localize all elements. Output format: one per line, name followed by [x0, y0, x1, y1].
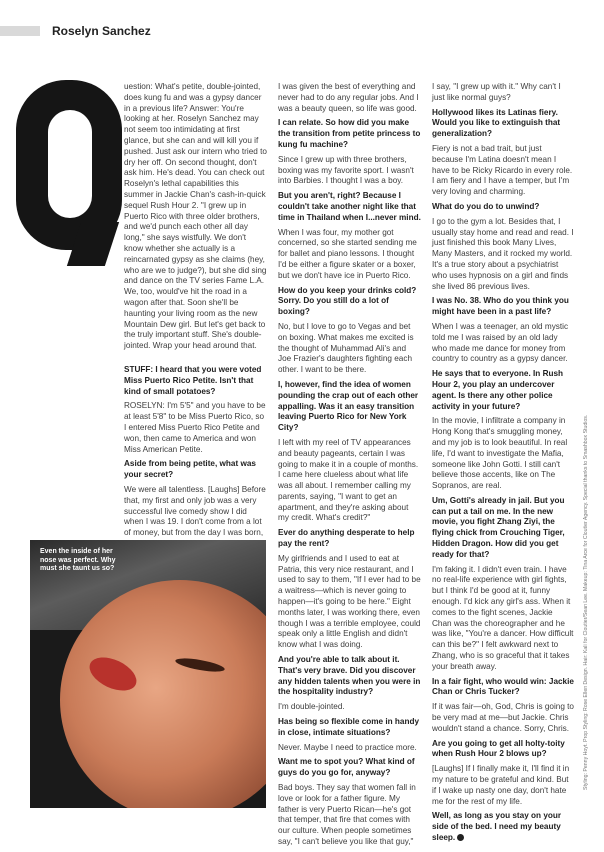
interview-question: Want me to spot you? What kind of guys do you go for, anyway?	[278, 757, 415, 778]
interview-question: Hollywood likes its Latinas fiery. Would you like to extinguish that generalization?	[432, 107, 561, 139]
interview-question: He says that to everyone. In Rush Hour 2, you play an undercover agent. Is there any other police activity in your future?	[432, 369, 564, 411]
end-mark-icon	[457, 834, 464, 841]
interview-answer: I'm faking it. I didn't even train. I have no real-life experience with girl fights, but I think I'd be good at it, funny enough. I'd kick any girl's ass. When it comes to the fight scenes, Jackie Chan was the choreographer and he was like, "You're a dancer. How difficult can this be?" I felt awkward next to Zhang, who is so graceful that it takes your breath away.	[432, 564, 574, 671]
interview-question: Um, Gotti's already in jail. But you can put a tail on me. In the new movie, you fight Zhang Ziyi, the flying chick from Crouching Tiger, Hidden Dragon. How did you get ready for that?	[432, 495, 565, 559]
column-2-qa	[278, 82, 421, 852]
interview-answer: We were all talentless. [Laughs] Before that, my first and only job was a very successful live comedy show I did when I was 19. I don't come from a lot of money, but from the day I was born,	[124, 484, 266, 538]
interview-answer: ROSELYN: I'm 5'5" and you have to be at least 5'8" to be Miss Puerto Rico, so I entered Miss Puerto Rico Petite and won, then came to America and won Miss American Petite.	[124, 401, 266, 454]
celebrity-name: Roselyn Sanchez	[52, 24, 151, 38]
interview-answer: I say, "I grew up with it." Why can't I just like normal guys?	[432, 82, 561, 102]
interview-question: What do you do to unwind?	[432, 201, 540, 211]
interview-question: How do you keep your drinks cold? Sorry. Do you still do a lot of boxing?	[278, 285, 417, 317]
interview-answer: When I was a teenager, an old mystic told me I was raised by an old lady who made me dance for money from country to country as a gypsy dancer.	[432, 321, 569, 364]
interview-answer: uestion: What's petite, double-jointed, does kung fu and was a gypsy dancer in a previous life? Answer: You're looking at her. Roselyn Sanchez may not seem too intimidating at first glance, but she can and will kill you if pushed. Just ask our intern who tried to dry her off. On second thought, don't ask him. He's dead. You can check out Roselyn's lethal capabilities this summer in Jackie Chan's cash-in-quick sequel Rush Hour 2. "I grew up in Puerto Rico with three older brothers, and we'd punch each other all day long," she says wistfully. We don't know whether she actually is a reincarnated gypsy as she claims (hey, who are we to judge?), but she did sing and dance on the TV series Fame L.A. We, too, would've hit the road in a wagon after that. Soon she'll be haunting your living room as the new Mountain Dew girl. But let's get back to the truly important stuff. She's double-jointed. Wrap your head around that.	[124, 82, 267, 351]
interview-answer: If it was fair—oh, God, Chris is going to be very mad at me—but Jackie. Chris wouldn't stand a chance. Sorry, Chris.	[432, 702, 574, 733]
interview-question: I, however, find the idea of women pounding the crap out of each other appalling. Was it an easy transition leaving Puerto Rico for New York City?	[278, 379, 419, 433]
interview-answer: I was given the best of everything and never had to do any regular jobs. And I was a beauty queen, so life was good.	[278, 82, 419, 113]
interview-answer: When I was four, my mother got concerned, so she started sending me for ballet and piano lessons. I thought I'd be either a figure skater or a boxer, but we don't have ice in Puerto Rico.	[278, 227, 417, 280]
photo-credits	[583, 414, 592, 790]
credits-text: Styling: Penny Hoyt. Prop Styling: Rose Ellen Design. Hair: Kali for Cloutier/Sean Lee. Makeup: Tina Arce for Cloutier Agency. Special thanks to Smashbox Studios.	[583, 414, 589, 790]
column-1-qa	[124, 365, 267, 543]
page-header	[0, 22, 604, 42]
interview-question: I can relate. So how did you make the transition from petite princess to kung fu machine?	[278, 118, 421, 149]
column-3-qa	[432, 82, 574, 848]
interview-answer: Fiery is not a bad trait, but just because I'm Latina doesn't mean I have to be Ricky Ricardo in every role. I am fiery and I have a temper, but I'm very loving and charming.	[432, 143, 573, 197]
interview-question: But you aren't, right? Because I couldn't take another night like that time in Thailand when I...never mind.	[278, 191, 421, 222]
interview-answer: No, but I love to go to Vegas and bet on boxing. What makes me excited is the thought of Muhammad Ali's and Joe Frazier's daughters fighting each other. I want to be there.	[278, 321, 414, 375]
portrait-photo	[30, 540, 266, 808]
photo-caption: Even the inside of her nose was perfect. Why must she taunt us so?	[40, 548, 116, 572]
interview-answer: I left with my reel of TV appearances and beauty pageants, certain I was going to make it in a couple of months. I came here clueless about what life was all about. I remember calling my parents, saying, "I want to get an apartment, and they're asking about my credit. What's credit?"	[278, 437, 419, 523]
interview-question: I was No. 38. Who do you think you might have been in a past life?	[432, 296, 569, 317]
dropcap-q-counter	[48, 110, 92, 218]
interview-answer: Since I grew up with three brothers, boxing was my favorite sport. I wasn't into Barbies. I thought I was a boy.	[278, 154, 414, 186]
interview-answer: Never. Maybe I need to practice more.	[278, 742, 417, 752]
interview-answer: My girlfriends and I used to eat at Patria, this very nice restaurant, and I used to say to them, "If I ever had to be a waitress—which is never going to happen—it's going to be here." Eight months later, I was working there, even though I was a terrible employee, could speak only a little English and didn't know what I was doing.	[278, 553, 421, 650]
interview-question: Has being so flexible come in handy in close, intimate situations?	[278, 717, 420, 737]
interview-question: Well, as long as you stay on your side of the bed. I need my beauty sleep.	[432, 811, 562, 842]
interview-question: Ever do anything desperate to help pay the rent?	[278, 528, 415, 549]
interview-question: STUFF: I heard that you were voted Miss Puerto Rico Petite. Isn't that kind of small potatoes?	[124, 365, 262, 396]
interview-question: And you're able to talk about it. That's very brave. Did you discover any hidden talents when you were in the hospitality industry?	[278, 655, 421, 697]
header-tab-bar	[0, 26, 40, 36]
interview-question: In a fair fight, who would win: Jackie Chan or Chris Tucker?	[432, 676, 574, 697]
interview-question: Aside from being petite, what was your secret?	[124, 459, 256, 480]
interview-answer: Bad boys. They say that women fall in love or look for a father figure. My father is very Puerto Rican—he's got that temper, that fire that comes with our culture. When people sometimes say, "I can't believe you like that guy,"	[278, 783, 416, 846]
interview-answer: [Laughs] If I finally make it, I'll find it in my nature to be grateful and kind. But if I wake up nasty one day, don't hate me for the rest of my life.	[432, 764, 570, 806]
column-intro	[124, 82, 267, 356]
interview-question: Are you going to get all holty-toity when Rush Hour 2 blows up?	[432, 738, 565, 759]
interview-answer: In the movie, I infiltrate a company in Hong Kong that's smuggling money, and my job is to look beautiful. In real life, I'd want to investigate the Mafia, someone like John Gotti. I still can't believe those accents, like on The Sopranos, are real.	[432, 416, 568, 491]
interview-answer: I go to the gym a lot. Besides that, I usually stay home and read and read. I just finished this book Many Lives, Many Masters, and it rocked my world. It's a true story about a psychiatrist who uses hypnosis on a girl and finds she lived 86 previous lives.	[432, 216, 574, 291]
interview-answer: I'm double-jointed.	[278, 702, 345, 712]
